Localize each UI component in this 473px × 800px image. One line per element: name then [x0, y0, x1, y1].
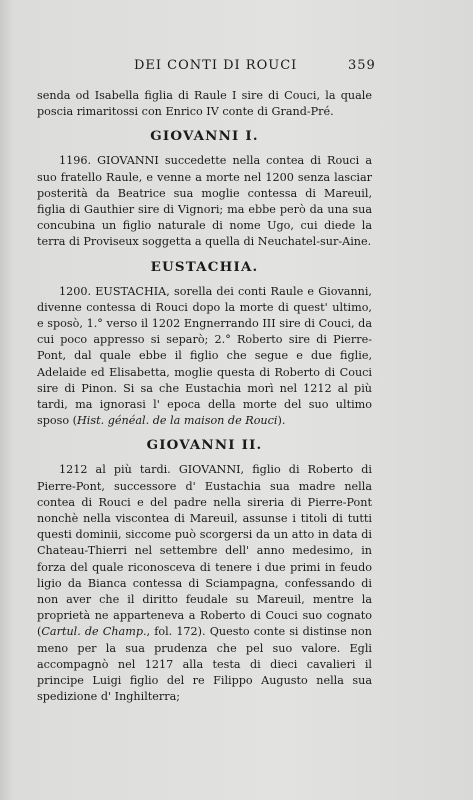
paragraph-giovanni-ii-end: , fol. 172). Questo conte si distinse non meno per la sua prudenza che pel suo valore. Egli accompagnò nel 1217 alla testa di dieci cavalieri il principe Luigi figlio del re Filippo Augusto nella sua spedizione d' Inghilterra;	[37, 625, 372, 704]
citation-eustachia: Hist. généal. de la maison de Rouci	[77, 414, 278, 428]
paragraph-giovanni-ii-main: 1212 al più tardi. GIOVANNI, figlio di Roberto di Pierre-Pont, successore d' Eustachia sua madre nella contea di Rouci e del padre nella sireria di Pierre-Pont nonchè nella viscontea di Mareuil, assunse i titoli di tutti questi dominii, siccome può scorgersi da un atto in data di Chateau-Thierri nel settembre dell' anno medesimo, in forza del quale riconosceva di tenere i due primi in feudo ligio da Bianca contessa di Sciampagna, confessando di non aver che il diritto feudale su Mareuil, mentre la proprietà ne apparteneva a Roberto di Couci suo cognato (	[37, 463, 372, 639]
paragraph-giovanni-ii	[37, 462, 372, 705]
section-heading-eustachia: EUSTACHIA.	[150, 258, 259, 275]
section-heading-giovanni-ii: GIOVANNI II.	[146, 437, 263, 454]
page-number: 359	[348, 58, 376, 73]
section-heading-giovanni-i: GIOVANNI I.	[150, 128, 259, 145]
running-title: DEI CONTI DI ROUCI	[134, 58, 298, 73]
paragraph-eustachia-main: 1200. EUSTACHIA, sorella dei conti Raule e Giovanni, divenne contessa di Rouci dopo la morte di quest' ultimo, e sposò, 1.° verso il 1202 Engnerrando III sire di Couci, da cui poco appresso si separò; 2.° Roberto sire di Pierre-Pont, dal quale ebbe il figlio che segue e due figlie, Adelaide ed Elisabetta, moglie questa di Roberto di Couci sire di Pinon. Si sa che Eustachia morì nel 1212 al più tardi, ma ignorasi l' epoca della morte del suo ultimo sposo (	[37, 284, 372, 428]
citation-giovanni-ii: Cartul. de Champ.	[41, 625, 147, 639]
paragraph-giovanni-i: 1196. GIOVANNI succedette nella contea di Rouci a suo fratello Raule, e venne a morte nel 1200 senza lasciar posterità da Beatrice sua moglie contessa di Mareuil, figlia di Gauthier sire di Vignori; ma ebbe però da una sua concubina un figlio naturale di nome Ugo, cui diede la terra di Proviseux soggetta a quella di Neuchatel-sur-Aine.	[37, 154, 372, 249]
page-content	[37, 88, 372, 706]
paragraph-eustachia-end: ).	[277, 414, 286, 428]
paragraph-eustachia	[37, 284, 372, 430]
intro-paragraph: senda od Isabella figlia di Raule I sire di Couci, la quale poscia rimaritossi con Enrico IV conte di Grand-Pré.	[37, 89, 372, 119]
